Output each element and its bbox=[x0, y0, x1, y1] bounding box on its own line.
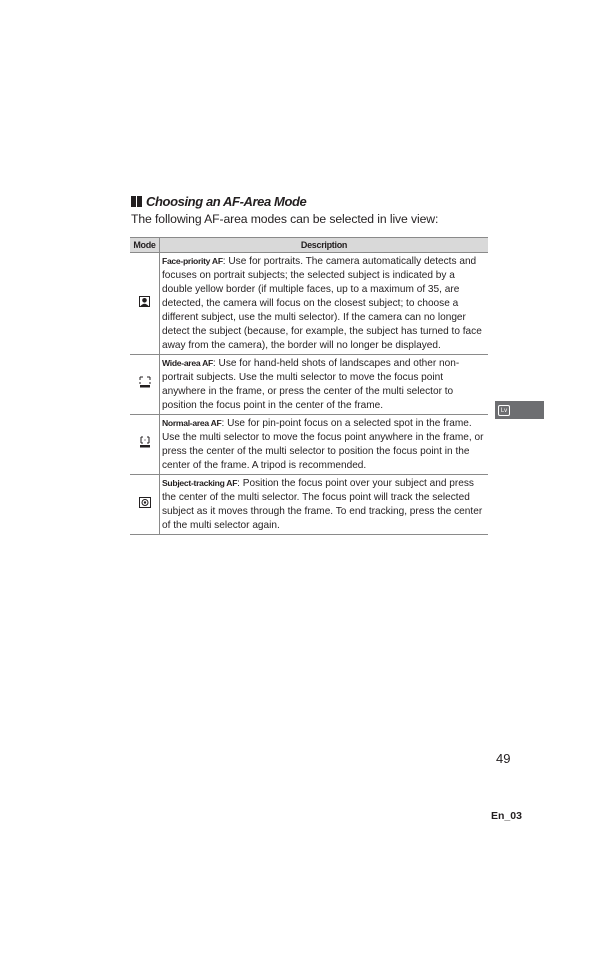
normal-area-icon bbox=[139, 436, 151, 453]
section-title: Choosing an AF-Area Mode bbox=[146, 194, 307, 209]
subject-tracking-icon bbox=[139, 497, 151, 513]
row-description bbox=[160, 415, 489, 475]
mode-text: : Use for portraits. The camera automatically detects and focuses on portrait subjects; the selected subject is indicated by a double yellow border (if multiple faces, up to a maximum of 35, are detected, the camera will focus on the closest subject; to choose a different subject, use the multi selector). If the camera can no longer detect the subject (because, for example, the subject has turned to face away from the camera), the border will no longer be displayed. bbox=[162, 256, 482, 351]
intro-text: The following AF-area modes can be selected in live view: bbox=[131, 212, 439, 226]
heading-marker-icon bbox=[131, 196, 142, 207]
row-description bbox=[160, 253, 489, 355]
row-description bbox=[160, 475, 489, 535]
af-area-modes-table bbox=[130, 237, 488, 535]
table-row bbox=[130, 475, 488, 535]
mode-term: Wide-area AF bbox=[162, 358, 213, 368]
mode-text: : Use for pin-point focus on a selected spot in the frame. Use the multi selector to move the focus point anywhere in the frame, or press the center of the multi selector to position the focus point in the center of the frame. A tripod is recommended. bbox=[162, 418, 484, 471]
live-view-icon: Lv bbox=[498, 405, 510, 416]
row-description bbox=[160, 355, 489, 415]
document-code: En_03 bbox=[491, 810, 522, 822]
section-heading bbox=[131, 194, 306, 209]
mode-term: Face-priority AF bbox=[162, 256, 223, 266]
table-row bbox=[130, 415, 488, 475]
mode-text: : Position the focus point over your subject and press the center of the multi selector. The focus point will track the selected subject as it moves through the frame. To end tracking, press the center of the multi selector again. bbox=[162, 478, 483, 531]
page-number: 49 bbox=[496, 751, 511, 766]
table-header-row bbox=[130, 238, 488, 253]
face-priority-icon bbox=[139, 296, 150, 312]
header-mode: Mode bbox=[130, 238, 160, 253]
mode-term: Subject-tracking AF bbox=[162, 478, 238, 488]
mode-text: : Use for hand-held shots of landscapes and other non-portrait subjects. Use the multi selector to move the focus point anywhere in the frame, or press the center of the multi selector to position the focus point in the center of the frame. bbox=[162, 358, 460, 411]
table-row bbox=[130, 355, 488, 415]
live-view-chapter-tab bbox=[495, 401, 544, 419]
wide-area-icon bbox=[139, 376, 151, 393]
mode-term: Normal-area AF bbox=[162, 418, 222, 428]
header-description: Description bbox=[160, 238, 489, 253]
table-row bbox=[130, 253, 488, 355]
